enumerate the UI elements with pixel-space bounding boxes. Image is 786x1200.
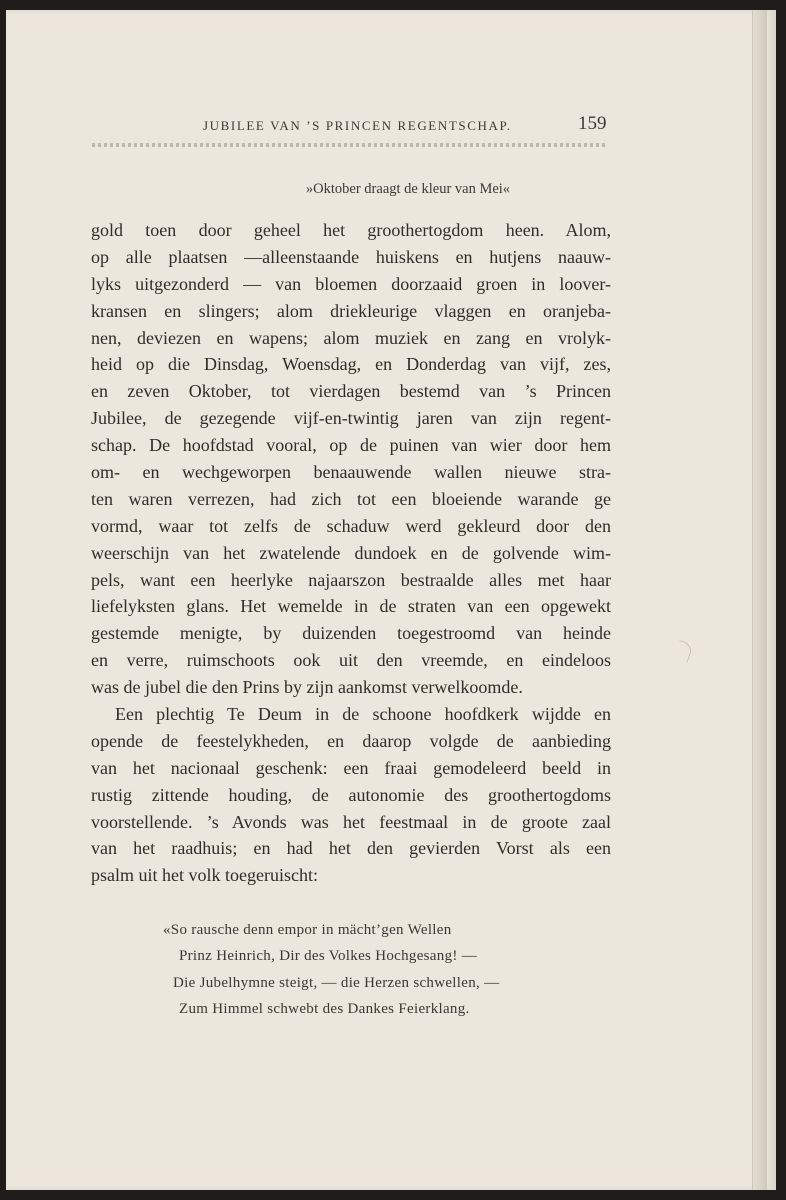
- text-line: op alle plaatsen —alleenstaande huiskens en hutjens naauw-: [91, 246, 611, 267]
- text-line: lyks uitgezonderd — van bloemen doorzaaid groen in loover-: [91, 273, 611, 294]
- text-line: kransen en slingers; alom driekleurige vlaggen en oranjeba-: [91, 300, 611, 321]
- text-line: Een plechtig Te Deum in de schoone hoofdkerk wijdde en: [115, 704, 611, 725]
- body-text: [91, 217, 611, 889]
- text-line: en verre, ruimschoots ook uit den vreemde, en eindeloos: [91, 650, 611, 671]
- text-line: rustig zittende houding, de autonomie des groothertogdoms: [91, 784, 611, 805]
- text-line: psalm uit het volk toegeruischt:: [91, 865, 318, 886]
- text-line: Jubilee, de gezegende vijf-en-twintig jaren van zijn regent-: [91, 408, 611, 429]
- text-line: gestemde menigte, by duizenden toegestroomd van heinde: [91, 623, 611, 644]
- text-line: ten waren verrezen, had zich tot een bloeiende warande ge: [91, 488, 611, 509]
- text-line: heid op die Dinsdag, Woensdag, en Donderdag van vijf, zes,: [91, 354, 611, 375]
- text-line: om- en wechgeworpen benaauwende wallen nieuwe stra-: [91, 462, 611, 483]
- text-line: nen, deviezen en wapens; alom muziek en zang en vrolyk-: [91, 327, 611, 348]
- text-line: gold toen door geheel het groothertogdom heen. Alom,: [91, 220, 611, 240]
- verse-quote: [163, 917, 593, 1023]
- text-line: liefelyksten glans. Het wemelde in de straten van een opgewekt: [91, 596, 611, 617]
- text-line: vormd, waar tot zelfs de schaduw werd gekleurd door den: [91, 515, 611, 536]
- text-line: van het nacionaal geschenk: een fraai gemodeleerd beeld in: [91, 757, 611, 778]
- text-line: opende de feestelykheden, en daarop volgde de aanbieding: [91, 730, 611, 751]
- text-line: voorstellende. ’s Avonds was het feestmaal in de groote zaal: [91, 811, 611, 832]
- verse-line: Die Jubelhymne steigt, — die Herzen schwellen, —: [173, 974, 500, 991]
- text-line: van het raadhuis; en had het den gevierden Vorst als een: [91, 838, 611, 859]
- verse-line: Prinz Heinrich, Dir des Volkes Hochgesang! —: [179, 948, 478, 965]
- verse-line: «So rausche denn empor in mächt’gen Wellen: [163, 922, 452, 938]
- verse-line: Zum Himmel schwebt des Dankes Feierklang.: [179, 1001, 470, 1018]
- text-line: weerschijn van het zwatelende dundoek en de golvende wim-: [91, 542, 611, 563]
- page-number: 159: [578, 113, 607, 134]
- header-rule: [92, 143, 605, 147]
- text-line: en zeven Oktober, tot vierdagen bestemd van ’s Princen: [91, 381, 611, 402]
- text-line: was de jubel die den Prins by zijn aankomst verwelkoomde.: [91, 677, 523, 698]
- section-subtitle: »Oktober draagt de kleur van Mei«: [305, 181, 511, 197]
- text-line: pels, want een heerlyke najaarszon bestraalde alles met haar: [91, 569, 611, 590]
- text-line: schap. De hoofdstad vooral, op de puinen van wier door hem: [91, 435, 611, 456]
- running-head: JUBILEE VAN ’S PRINCEN REGENTSCHAP.: [203, 118, 512, 133]
